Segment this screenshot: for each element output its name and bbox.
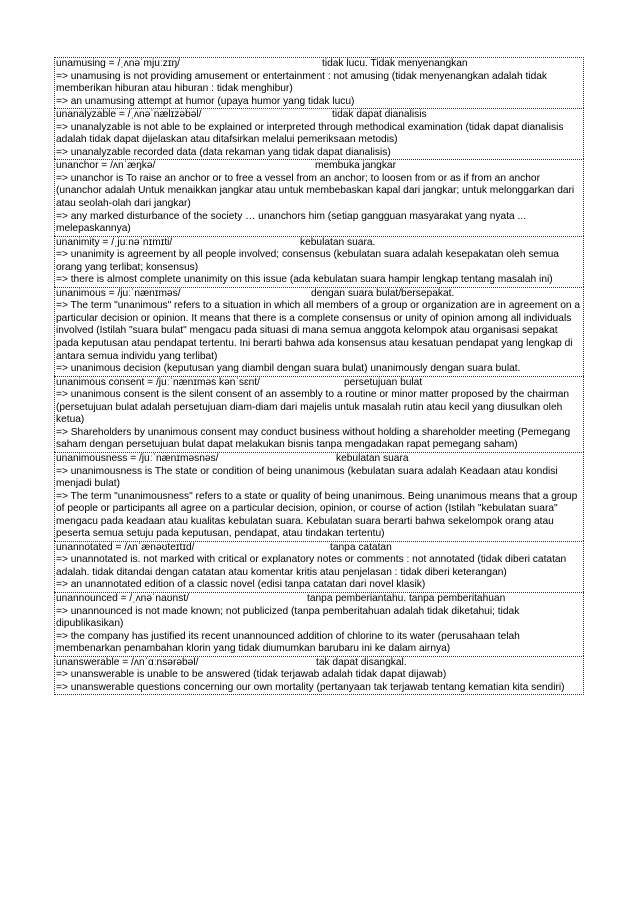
dictionary-entry	[54, 452, 584, 541]
entry-headword: unanimousness = /juːˈnænɪməsnəs/	[56, 452, 219, 464]
dictionary-page	[54, 57, 584, 695]
dictionary-entry	[54, 287, 584, 376]
entry-explanation: => unannounced is not made known; not publicized (tanpa pemberitahuan adalah tidak diketahui; tidak dipublikasikan)	[56, 605, 520, 630]
entry-meaning: tanpa pemberiantahu. tanpa pemberitahuan	[307, 592, 506, 604]
dictionary-entry	[54, 108, 584, 159]
entry-headword: unanswerable = /ʌnˈɑːnsərəbəl/	[56, 656, 199, 668]
dictionary-entry	[54, 376, 584, 452]
entry-explanation: => unanimousness is The state or condition of being unanimous (kebulatan suara adalah Keadaan atau kondisi menjadi bulat)	[56, 465, 558, 490]
entry-meaning: persetujuan bulat	[344, 376, 423, 388]
entry-meaning: membuka jangkar	[315, 160, 396, 172]
entry-header	[56, 453, 582, 466]
entry-explanation: => there is almost complete unanimity on this issue (ada kebulatan suara hampir lengkap tentang masalah ini)	[56, 274, 553, 286]
entry-meaning: tidak lucu. Tidak menyenangkan	[322, 58, 468, 69]
entry-explanation: => an unannotated edition of a classic novel (edisi tanpa catatan dari novel klasik)	[56, 579, 426, 591]
entry-headword: unanimous consent = /juːˈnænɪməs kənˈsɛnt/	[56, 376, 260, 388]
entry-explanation: => unanswerable is unable to be answered (tidak terjawab adalah tidak dapat dijawab)	[56, 669, 447, 681]
entry-header	[56, 593, 582, 606]
dictionary-entry	[54, 592, 584, 656]
entry-headword: unanimous = /juːˈnænɪməs/	[56, 287, 181, 299]
entry-explanation: => unanchor is To raise an anchor or to free a vessel from an anchor; to loosen from or as if from an anchor (unanchor adalah Untuk menaikkan jangkar atau untuk membebaskan kapal dari jangkar; untuk melonggarkan dari atau seolah-olah dari jangkar)	[56, 172, 575, 210]
entry-header	[56, 377, 582, 390]
entry-explanation: => the company has justified its recent unannounced addition of chlorine to its water (perusahaan telah membenarkan penambahan klorin yang tidak diumumkan barubaru ini ke dalam airnya)	[56, 630, 520, 655]
entry-explanation: => unanalyzable recorded data (data rekaman yang tidak dapat dianalisis)	[56, 146, 391, 158]
entry-explanation: => unamusing is not providing amusement or entertainment : not amusing (tidak menyenangkan adalah tidak memberikan hiburan atau hiburan : tidak menghibur)	[56, 70, 547, 95]
entry-explanation: => The term "unanimousness" refers to a state or quality of being unanimous. Being unanimous means that a group of people or participants all agree on a particular decision, opinion, or course of action (Istilah "kebulatan suara" mengacu pada keadaan atau kualitas kebulatan suara. Kebulatan suara berarti bahwa sekelompok orang atau peserta semua setuju pada keputusan, pendapat, atau tindakan tertentu)	[56, 490, 578, 540]
entry-meaning: tanpa catatan	[330, 541, 392, 553]
entry-headword: unanimity = /ˌjuːnəˈnɪmɪti/	[56, 236, 173, 248]
entry-explanation: => unanimous consent is the silent consent of an assembly to a routine or minor matter proposed by the chairman (persetujuan bulat adalah persetujuan diam-diam dari majelis untuk masalah rutin atau kecil yang diusulkan oleh ketua)	[56, 389, 570, 426]
entry-explanation: => unanimity is agreement by all people involved; consensus (kebulatan suara adalah kesepakatan oleh semua orang yang terlibat; konsensus)	[56, 249, 559, 273]
dictionary-entry	[54, 159, 584, 235]
entry-meaning: kebulatan suara	[336, 452, 409, 464]
entry-header	[56, 288, 582, 301]
dictionary-entry	[54, 236, 584, 287]
entry-meaning: dengan suara bulat/bersepakat.	[311, 287, 455, 299]
entry-header	[56, 542, 582, 555]
entry-headword: unannounced = /ˌʌnəˈnaʊnst/	[56, 592, 189, 604]
entry-header	[56, 109, 582, 122]
dictionary-entry	[54, 57, 584, 108]
entry-meaning: tak dapat disangkal.	[316, 656, 407, 668]
dictionary-entry	[54, 656, 584, 696]
dictionary-entry	[54, 541, 584, 592]
entry-headword: unanchor = /ʌnˈæŋkə/	[56, 160, 156, 172]
entry-header	[56, 657, 582, 670]
entry-meaning: tidak dapat dianalisis	[332, 109, 427, 121]
entry-explanation: => The term "unanimous" refers to a situation in which all members of a group or organization are in agreement on a particular decision or opinion. It means that there is a complete consensus or unity of opinion among all individuals involved (Istilah "suara bulat" mengacu pada situasi di mana semua anggota kelompok atau organisasi sepakat pada keputusan atau pendapat tertentu. Ini berarti bahwa ada konsensus atau kesatuan pendapat yang lengkap di antara semua individu yang terlibat)	[56, 300, 581, 362]
entry-header	[56, 237, 582, 250]
entry-meaning: kebulatan suara.	[300, 236, 376, 248]
entry-explanation: => an unamusing attempt at humor (upaya humor yang tidak lucu)	[56, 95, 355, 107]
entry-explanation: => Shareholders by unanimous consent may conduct business without holding a shareholder meeting (Pemegang saham dengan persetujuan bulat dapat melakukan bisnis tanpa mengadakan rapat pemegang saham)	[56, 426, 571, 451]
entry-explanation: => unannotated is. not marked with critical or explanatory notes or comments : not annotated (tidak diberi catatan adalah. tidak ditandai dengan catatan atau komentar kritis atau penjelasan : tidak diberi keterangan)	[56, 554, 567, 578]
entry-headword: unannotated = /ʌnˈænəʊteɪtɪd/	[56, 541, 195, 553]
entry-explanation: => unanswerable questions concerning our own mortality (pertanyaan tak terjawab tentang kematian kita sendiri)	[56, 681, 565, 693]
entry-explanation: => unanalyzable is not able to be explained or interpreted through methodical examination (tidak dapat dianalisis adalah tidak dapat dijelaskan atau ditafsirkan melalui pemeriksaan metodis)	[56, 121, 564, 146]
entry-headword: unanalyzable = /ˌʌnəˈnælɪzəbəl/	[56, 109, 202, 121]
entry-header	[56, 58, 582, 71]
entry-header	[56, 160, 582, 173]
entry-explanation: => unanimous decision (keputusan yang diambil dengan suara bulat) unanimously dengan suara bulat.	[56, 363, 521, 375]
entry-headword: unamusing = /ˌʌnəˈmjuːzɪŋ/	[56, 58, 180, 69]
entry-explanation: => any marked disturbance of the society … unanchors him (setiap gangguan masyarakat yang nyata ... melepaskannya)	[56, 210, 527, 235]
